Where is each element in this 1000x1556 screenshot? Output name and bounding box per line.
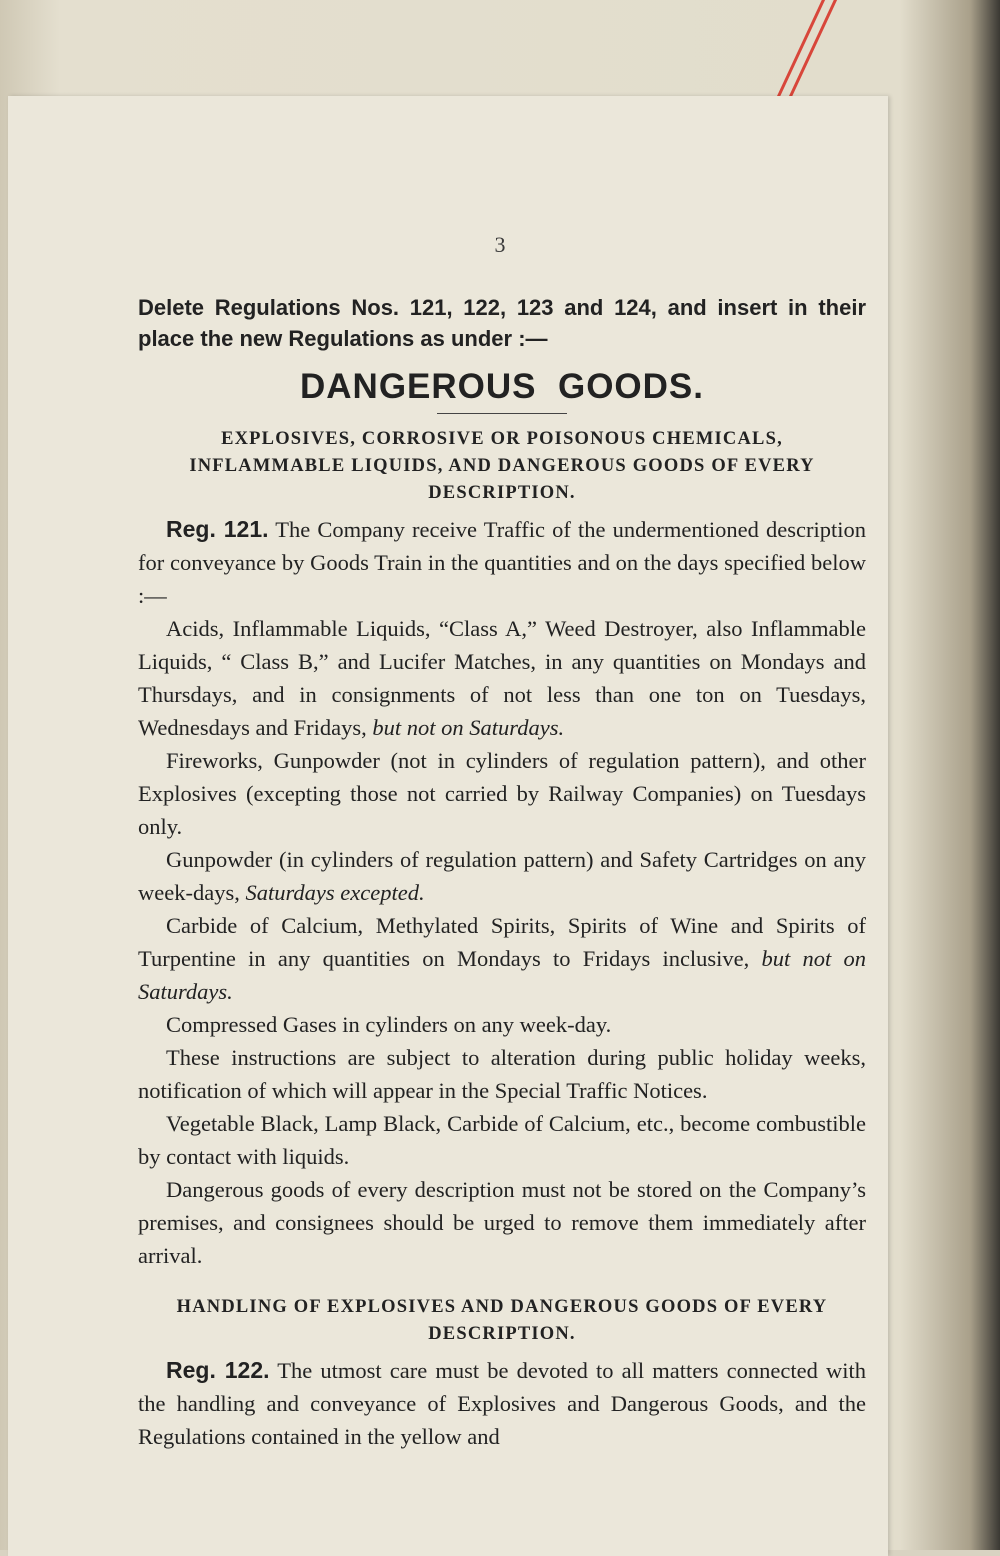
acids-text: Acids, Inflammable Liquids, “Class A,” Weed Destroyer, also Inflammable Liquids, “ Class B,” and Lucifer Matches, in any quantities on Mondays and Thursdays, and in consignments of not less than one ton on Tuesdays, Wednesdays and Fridays,	[138, 616, 866, 740]
gunpowder-paragraph	[138, 843, 866, 909]
vegetable-black-paragraph: Vegetable Black, Lamp Black, Carbide of Calcium, etc., become combustible by contact with liquids.	[138, 1111, 866, 1169]
page-body	[138, 292, 866, 1453]
reg-121-text: The Company receive Traffic of the undermentioned description for conveyance by Goods Train in the quantities and on the days specified below :—	[138, 517, 867, 608]
intro-paragraph: Delete Regulations Nos. 121, 122, 123 and 124, and insert in their place the new Regulations as under :—	[138, 295, 866, 351]
carbide-italic-text: but not on Saturdays.	[138, 946, 866, 1004]
reg-121-paragraph	[138, 513, 866, 612]
acids-italic-text: but not on Saturdays.	[372, 715, 565, 740]
section-subheading-handling: HANDLING OF EXPLOSIVES AND DANGEROUS GOODS OF EVERY DESCRIPTION.	[176, 1297, 828, 1344]
carbide-text: Carbide of Calcium, Methylated Spirits, Spirits of Wine and Spirits of Turpentine in any quantities on Mondays to Fridays inclusive,	[138, 913, 866, 971]
instructions-paragraph: These instructions are subject to alteration during public holiday weeks, notification of which will appear in the Special Traffic Notices.	[138, 1045, 866, 1103]
fireworks-paragraph: Fireworks, Gunpowder (not in cylinders of regulation pattern), and other Explosives (excepting those not carried by Railway Companies) on Tuesdays only.	[138, 748, 866, 839]
carbide-paragraph	[138, 909, 866, 1008]
reg-122-text: The utmost care must be devoted to all matters connected with the handling and conveyance of Explosives and Dangerous Goods, and the Regulations contained in the yellow and	[138, 1358, 867, 1449]
reg-121-label: Reg. 121.	[166, 516, 269, 542]
section-gap	[138, 1272, 866, 1294]
reg-122-paragraph	[138, 1354, 866, 1453]
gunpowder-text: Gunpowder (in cylinders of regulation pattern) and Safety Cartridges on any week-days,	[138, 847, 866, 905]
section-subheading-explosives: EXPLOSIVES, CORROSIVE OR POISONOUS CHEMICALS, INFLAMMABLE LIQUIDS, AND DANGEROUS GOODS OF EVERY DESCRIPTION.	[189, 429, 815, 503]
dangerous-goods-storage-paragraph: Dangerous goods of every description must not be stored on the Company’s premises, and consignees should be urged to remove them immediately after arrival.	[138, 1177, 866, 1268]
page-number: 3	[494, 232, 506, 257]
title-divider	[437, 413, 567, 414]
compressed-gases-paragraph: Compressed Gases in cylinders on any week-day.	[166, 1012, 612, 1037]
reg-122-label: Reg. 122.	[166, 1357, 270, 1383]
gunpowder-italic-text: Saturdays excepted.	[245, 880, 425, 905]
page-title: DANGEROUS GOODS.	[300, 367, 704, 406]
acids-paragraph	[138, 612, 866, 744]
